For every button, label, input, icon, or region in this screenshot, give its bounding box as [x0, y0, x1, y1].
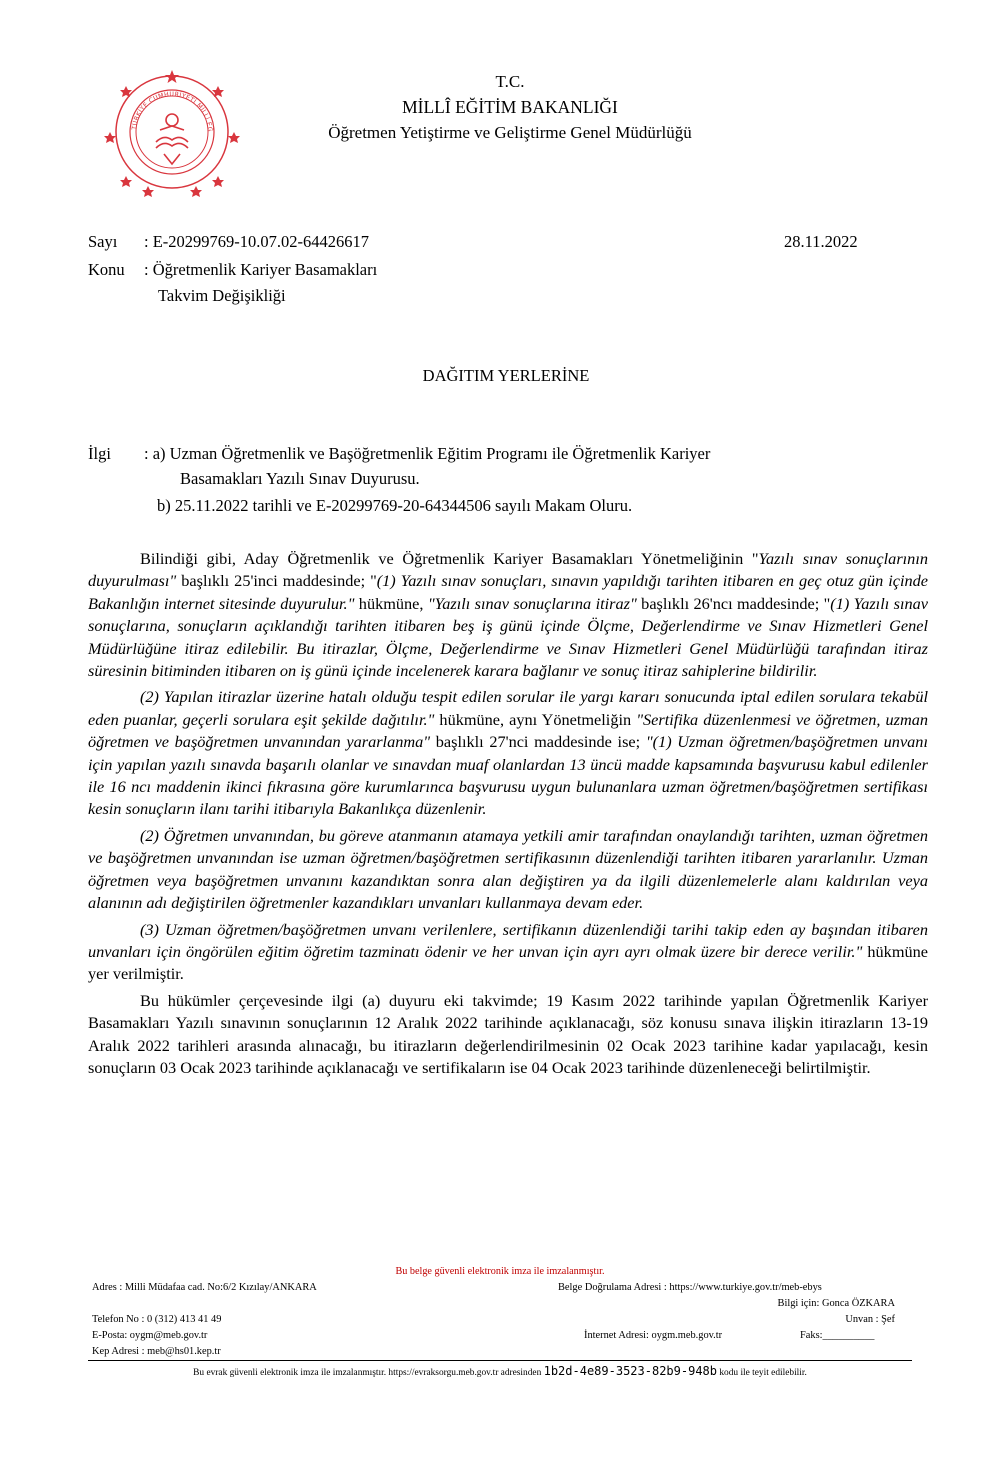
header-tc: T.C. — [495, 72, 525, 91]
signed-notice: Bu belge güvenli elektronik imza ile imzalanmıştır. — [395, 1266, 605, 1277]
header-directorate: Öğretmen Yetiştirme ve Geliştirme Genel Müdürlüğü — [328, 123, 692, 142]
paragraph-4 — [88, 919, 928, 986]
p1-run-7: (1) Yazılı sınav sonuçlarına, sonuçların açıklandığı tarihten itibaren beş iş günü içinde Ölçme, Değerlendirme ve Sınav Hizmetleri Genel Müdürlüğüne itiraz edilebilir. Bu itirazlar, Ölçme, Değerlendirme ve Sınav Hizmetleri Genel Müdürlüğü tarafından itiraz süresinin bitiminden itibaren on iş günü içinde incelenerek karara bağlanır ve sonuç itiraz sahiplerine bildirilir. — [88, 593, 928, 681]
footer-info: Bilgi için: Gonca ÖZKARA — [777, 1298, 895, 1309]
paragraph-3 — [88, 825, 928, 915]
letter-body — [88, 548, 928, 1079]
ilgi-label: İlgi — [88, 444, 111, 463]
konu-value: : Öğretmenlik Kariyer Basamakları — [144, 260, 378, 279]
footer-web[interactable]: İnternet Adresi: oygm.meb.gov.tr — [584, 1330, 723, 1341]
footer-phone: Telefon No : 0 (312) 413 41 49 — [92, 1314, 222, 1325]
p1-run-3: (1) Yazılı sınav sonuçları, sınavın yapıldığı tarihten itibaren en geç otuz gün içinde Bakanlığın internet sitesinde duyurulur." — [88, 571, 928, 613]
paragraph-2 — [88, 686, 928, 820]
p1-run-0: Bilindiği gibi, Aday Öğretmenlik ve Öğretmenlik Kariyer Basamakları Yönetmeliğinin " — [140, 549, 759, 568]
footer-bottom-post: kodu ile teyit edilebilir. — [719, 1368, 807, 1378]
footer-verify-link[interactable]: Belge Doğrulama Adresi : https://www.turkiye.gov.tr/meb-ebys — [558, 1282, 822, 1293]
p5-run-0: Bu hükümler çerçevesinde ilgi (a) duyuru eki takvimde; 19 Kasım 2022 tarihinde yapılan Öğretmenlik Kariyer Basamakları Yazılı sınavının sonuçlarının 12 Aralık 2022 tarihinde açıklanacağı, söz konusu sınava ilişkin itirazların 13-19 Aralık 2022 tarihleri arasında alınacağı, bu itirazların değerlendirilmesinin 02 Ocak 2023 tarihine kadar yapılacağı, kesin sonuçların 03 Ocak 2023 tarihinde açıklanacağı ve sertifikaların ise 04 Ocak 2023 tarihinde düzenleneceği belirtilmiştir. — [88, 990, 928, 1077]
recipient: DAĞITIM YERLERİNE — [422, 366, 590, 385]
konu-label: Konu — [88, 260, 125, 279]
sayi-label: Sayı — [88, 232, 118, 251]
footer-bottom-pre: Bu evrak güvenli elektronik imza ile imzalanmıştır. https://evraksorgu.meb.gov.tr adresinden — [193, 1368, 542, 1378]
footer-email[interactable]: E-Posta: oygm@meb.gov.tr — [92, 1330, 208, 1341]
ilgi-b: b) 25.11.2022 tarihli ve E-20299769-20-64344506 sayılı Makam Oluru. — [157, 496, 633, 515]
p2-run-4: "(1) Uzman öğretmen/başöğretmen unvanı için yapılan yazılı sınavda başarılı olanlar ve sınavdan muaf olanlardan 13 üncü madde kapsamında başvurusu kabul edilenler ile 16 ncı maddenin ikinci fıkrasına göre kurumlarınca başvurusu uygun bulunanlara uzman öğretmen/başöğretmen sertifikası kesin sonuçların ilanı tarihi itibarıyla Bakanlıkça düzenlenir. — [88, 732, 928, 819]
paragraph-1 — [88, 548, 928, 682]
p1-run-6: başlıklı 26'ncı maddesinde; " — [636, 593, 831, 613]
konu-value-2: Takvim Değişikliği — [158, 286, 286, 305]
ilgi-a-line1: : a) Uzman Öğretmenlik ve Başöğretmenlik Eğitim Programı ile Öğretmenlik Kariyer — [144, 444, 711, 463]
footer-divider — [88, 1360, 912, 1361]
p1-run-1: Yazılı sınav sonuçlarının duyurulması" — [88, 549, 928, 591]
footer-fax: Faks:__________ — [800, 1330, 875, 1341]
footer-address: Adres : Milli Müdafaa cad. No:6/2 Kızılay/ANKARA — [92, 1282, 317, 1293]
p4-run-1: hükmüne yer verilmiştir. — [88, 941, 928, 984]
document-date: 28.11.2022 — [784, 232, 858, 251]
p1-run-2: başlıklı 25'inci maddesinde; " — [176, 571, 377, 591]
p1-run-5: "Yazılı sınav sonuçlarına itiraz" — [427, 593, 637, 613]
p1-run-4: hükmüne, — [354, 593, 428, 613]
footer-title: Unvan : Şef — [845, 1314, 895, 1325]
footer-bottom-line — [0, 1364, 1000, 1380]
header-ministry: MİLLÎ EĞİTİM BAKANLIĞI — [402, 97, 618, 117]
p2-run-1: hükmüne, aynı Yönetmeliğin — [434, 709, 637, 729]
p2-run-0: (2) Yapılan itirazlar üzerine hatalı olduğu tespit edilen sorular ile yargı kararı sonucunda iptal edilen sorulara tekabül eden puanlar, geçerli sorulara eşit şekilde dağıtılır." — [88, 687, 928, 729]
p2-run-2: "Sertifika düzenlenmesi ve öğretmen, uzman öğretmen ve başöğretmen unvanından yararlanma" — [88, 709, 928, 752]
sayi-value: : E-20299769-10.07.02-64426617 — [144, 232, 370, 251]
verification-code: 1b2d-4e89-3523-82b9-948b — [543, 1364, 717, 1378]
p4-run-0: (3) Uzman öğretmen/başöğretmen unvanı verilenlere, sertifikanın düzenlendiği tarihi takip eden ay başından itibaren unvanları için öngörülen eğitim öğretim tazminatı ödenir ve her unvan için ayrı ayrı olmak üzere bir derece verilir." — [88, 919, 928, 961]
p2-run-3: başlıklı 27'nci maddesinde ise; — [430, 732, 646, 752]
ilgi-a-line2: Basamakları Yazılı Sınav Duyurusu. — [180, 469, 420, 488]
p3-run-0: (2) Öğretmen unvanından, bu göreve atanmanın atamaya yetkili amir tarafından onaylandığı tarihten, uzman öğretmen ve başöğretmen unvanından ise uzman öğretmen/başöğretmen sertifikasının düzenlendiği tarihten itibaren yararlanılır. Uzman öğretmen veya başöğretmen unvanını kazandıktan sonra alan değiştiren ya da ilgili düzenlemelerle alanı kaldırılan veya alanının adı değiştirilen öğretmenler kazandıkları unvanları kullanmaya devam eder. — [88, 825, 928, 913]
footer-kep[interactable]: Kep Adresi : meb@hs01.kep.tr — [92, 1346, 221, 1357]
svg-text:TÜRKİYE CUMHURİYETİ MİLLÎ EĞİT: TÜRKİYE CUMHURİYETİ MİLLÎ EĞ — [131, 90, 214, 133]
paragraph-5 — [88, 990, 928, 1080]
